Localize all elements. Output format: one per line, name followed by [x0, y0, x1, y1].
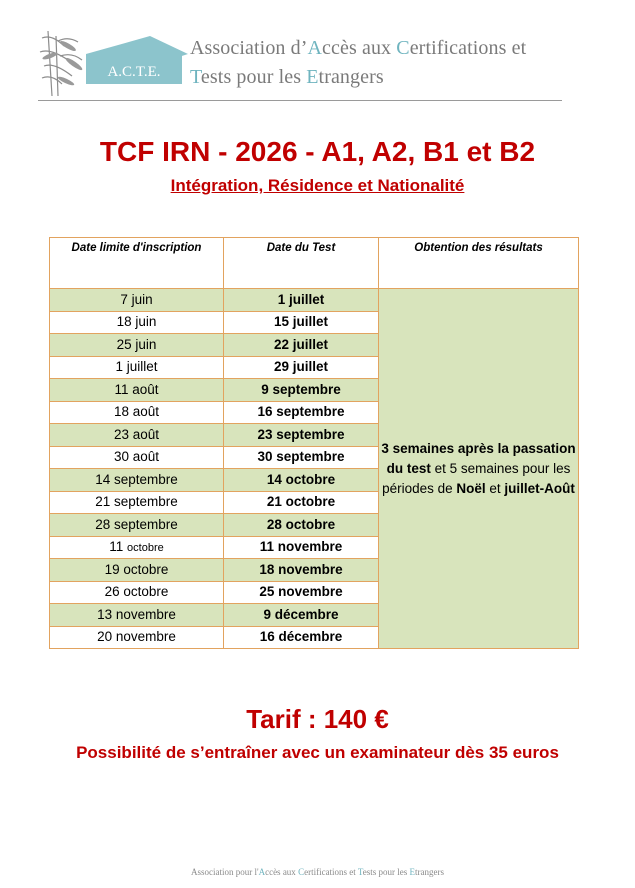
org-text: ccès aux [322, 37, 397, 59]
test-date-cell: 23 septembre [224, 424, 379, 447]
deadline-cell: 30 août [50, 446, 224, 469]
org-initial: C [396, 37, 410, 59]
acte-logo [38, 26, 188, 96]
test-date-cell: 16 septembre [224, 401, 379, 424]
deadline-cell: 19 octobre [50, 559, 224, 582]
page-title: TCF IRN - 2026 - A1, A2, B1 et B2 [99, 136, 536, 167]
deadline-month: octobre [127, 541, 164, 554]
header-registration-deadline: Date limite d'inscription [50, 238, 224, 289]
deadline-cell: 11 août [50, 379, 224, 402]
results-note-summer: juillet-Août [504, 480, 575, 496]
test-date-cell: 28 octobre [224, 514, 379, 537]
org-line-1 [190, 34, 526, 63]
deadline-cell: 1 juillet [50, 356, 224, 379]
table-row [50, 289, 579, 312]
results-note-text: et 5 semaines pour les périodes de [382, 460, 571, 496]
test-date-cell: 25 novembre [224, 581, 379, 604]
logo-leaves-icon [42, 39, 84, 86]
deadline-day: 11 [109, 538, 124, 554]
footer-initial: T [357, 867, 363, 877]
org-initial: E [306, 66, 319, 88]
header-divider [38, 100, 562, 101]
footer-initial: C [298, 867, 305, 877]
footer-text: ests pour les [362, 867, 410, 877]
results-note-bold: 3 semaines après la passation du test [381, 440, 576, 476]
training-note: Possibilité de s’entraîner avec un examinateur dès 35 euros [76, 743, 559, 762]
deadline-cell: 18 juin [50, 311, 224, 334]
test-date-cell: 9 septembre [224, 379, 379, 402]
test-date-cell: 29 juillet [224, 356, 379, 379]
test-date-cell: 9 décembre [224, 604, 379, 627]
results-note-cell [379, 289, 579, 649]
deadline-cell: 25 juin [50, 334, 224, 357]
organization-name [190, 34, 526, 92]
deadline-cell: 26 octobre [50, 581, 224, 604]
deadline-cell: 23 août [50, 424, 224, 447]
logo-text: A.C.T.E. [107, 64, 161, 80]
org-text: trangers [318, 66, 384, 88]
results-note-and: et [485, 480, 505, 496]
test-date-cell: 1 juillet [224, 289, 379, 312]
test-date-cell: 11 novembre [224, 536, 379, 559]
test-date-cell: 22 juillet [224, 334, 379, 357]
org-text: ests pour les [200, 66, 307, 88]
footer-text: ccès aux [265, 867, 299, 877]
header-test-date: Date du Test [224, 238, 379, 289]
org-text: ertifications et [409, 37, 527, 59]
header [38, 22, 562, 102]
deadline-cell [50, 536, 224, 559]
test-date-cell: 18 novembre [224, 559, 379, 582]
price-label: Tarif : 140 € [246, 704, 389, 734]
results-note-noel: Noël [456, 480, 486, 496]
deadline-cell: 13 novembre [50, 604, 224, 627]
deadline-cell: 18 août [50, 401, 224, 424]
footer-initial: E [409, 867, 416, 877]
org-line-2 [190, 63, 526, 92]
test-date-cell: 15 juillet [224, 311, 379, 334]
deadline-cell: 21 septembre [50, 491, 224, 514]
table-header-row [50, 238, 579, 289]
footer-text: Association pour l' [190, 867, 259, 877]
footer-text: ertifications et [304, 867, 358, 877]
schedule-table [49, 237, 579, 649]
test-date-cell: 21 octobre [224, 491, 379, 514]
deadline-cell: 20 novembre [50, 626, 224, 649]
test-date-cell: 14 octobre [224, 469, 379, 492]
test-date-cell: 16 décembre [224, 626, 379, 649]
page-subtitle: Intégration, Résidence et Nationalité [170, 176, 465, 195]
org-initial: A [307, 37, 323, 59]
org-initial: T [190, 66, 201, 88]
deadline-cell: 14 septembre [50, 469, 224, 492]
org-text: Association d’ [190, 37, 308, 59]
deadline-cell: 28 septembre [50, 514, 224, 537]
test-date-cell: 30 septembre [224, 446, 379, 469]
footer [0, 867, 635, 877]
footer-text: trangers [415, 867, 445, 877]
deadline-cell: 7 juin [50, 289, 224, 312]
header-results: Obtention des résultats [379, 238, 579, 289]
footer-initial: A [258, 867, 266, 877]
